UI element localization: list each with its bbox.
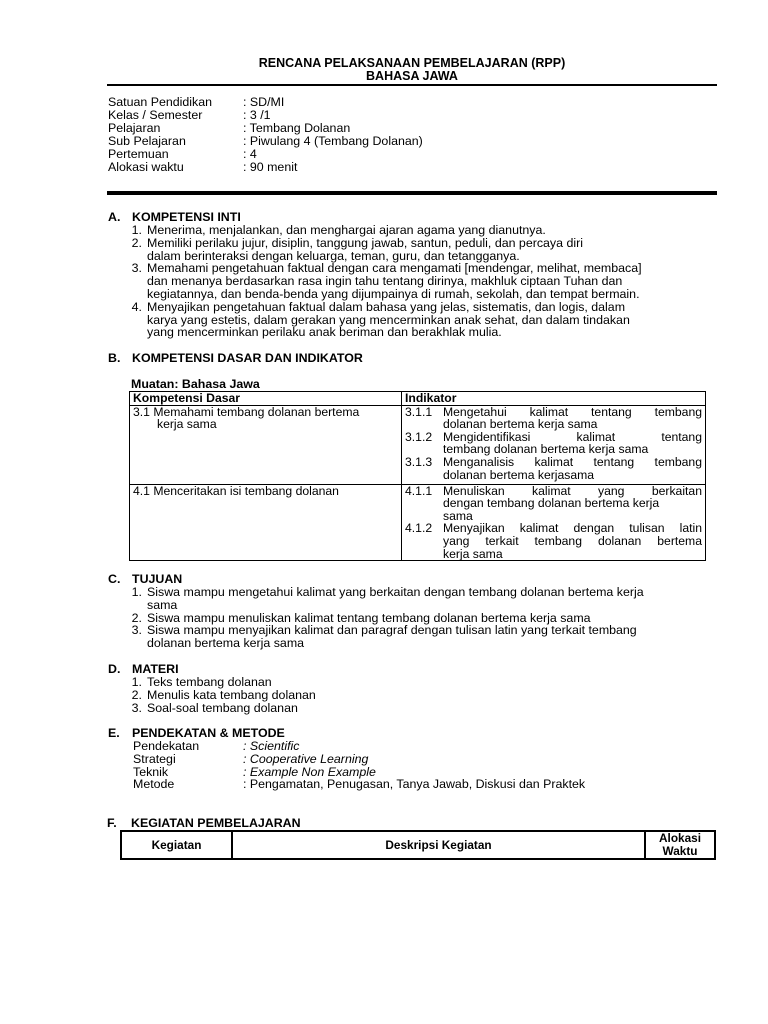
item-number: 3. <box>131 261 142 276</box>
method-label: Metode <box>133 777 175 792</box>
column-header: Kegiatan <box>121 831 232 859</box>
document-title: RENCANA PELAKSANAAN PEMBELAJARAN (RPP) <box>258 56 566 70</box>
item-number: 1. <box>131 675 142 689</box>
list-item <box>122 224 714 237</box>
section-heading <box>108 352 714 365</box>
info-label: Pelajaran <box>108 120 161 135</box>
method-row <box>133 740 585 753</box>
item-number: 2. <box>131 610 142 625</box>
section-title: KOMPETENSI INTI <box>132 210 241 224</box>
method-value: : Cooperative Learning <box>243 751 369 766</box>
item-line: dolanan bertema kerja sama <box>147 636 305 651</box>
info-value: : SD/MI <box>243 95 285 109</box>
indicator-line: sama <box>443 508 473 523</box>
identity-rule <box>107 191 717 195</box>
item-line: Siswa mampu menyajikan kalimat dan paragraf dengan tulisan latin yang terkait tembang <box>147 623 637 638</box>
indicator-code: 3.1.1 <box>405 404 433 419</box>
indicator-line: Mengidentifikasi kalimat tentang <box>443 429 702 444</box>
identity-block <box>108 96 423 173</box>
indicator-line: Menganalisis kalimat tentang tembang <box>443 454 702 469</box>
kd-cell <box>130 484 402 561</box>
table-row <box>130 405 706 484</box>
table-header-row <box>121 831 715 859</box>
numbered-list <box>122 224 714 339</box>
indicator-item <box>405 431 702 456</box>
item-line: Siswa mampu mengetahui kalimat yang berkaitan dengan tembang dolanan bertema kerja <box>147 585 644 599</box>
numbered-list <box>122 586 714 650</box>
info-value: : 90 menit <box>243 159 298 174</box>
indicator-line: kerja sama <box>443 546 503 561</box>
indicator-code: 4.1.2 <box>405 521 433 536</box>
indicator-line: Menuliskan kalimat yang berkaitan <box>443 483 702 498</box>
method-label: Teknik <box>133 764 169 779</box>
item-number: 3. <box>131 700 142 715</box>
item-line: kegiatannya, dan benda-benda yang dijumpainya di rumah, sekolah, dan tempat bermain. <box>147 286 640 301</box>
indicator-line: dengan tembang dolanan bertema kerja <box>443 496 660 511</box>
kegiatan-table <box>120 830 716 860</box>
section-letter: C. <box>108 572 121 586</box>
section-title: PENDEKATAN & METODE <box>132 726 285 740</box>
section-title: KOMPETENSI DASAR DAN INDIKATOR <box>132 351 363 365</box>
info-row <box>108 161 423 174</box>
list-item <box>122 624 714 650</box>
item-line: dan menanya berdasarkan rasa ingin tahu tentang dirinya, makhluk ciptaan Tuhan dan <box>147 274 623 289</box>
method-label: Strategi <box>133 751 176 766</box>
info-value: : 4 <box>243 146 257 161</box>
section-materi <box>108 663 714 714</box>
list-item <box>122 689 714 702</box>
info-row <box>108 96 423 109</box>
item-line: Siswa mampu menuliskan kalimat tentang tembang dolanan bertema kerja sama <box>147 610 591 625</box>
indicator-cell <box>402 405 706 484</box>
method-list <box>133 740 585 791</box>
item-line: Menulis kata tembang dolanan <box>147 687 316 702</box>
method-value: : Scientific <box>243 739 300 753</box>
section-tujuan <box>108 573 714 650</box>
list-item <box>122 676 714 689</box>
method-row <box>133 778 585 791</box>
section-letter: A. <box>108 210 121 224</box>
indicator-item <box>405 485 702 523</box>
item-line: Soal-soal tembang dolanan <box>147 700 298 715</box>
info-label: Kelas / Semester <box>108 107 203 122</box>
section-letter: B. <box>108 351 121 365</box>
item-line: Menerima, menjalankan, dan menghargai ajaran agama yang dianutnya. <box>147 223 546 237</box>
column-header: Kompetensi Dasar <box>130 392 402 406</box>
column-header: Deskripsi Kegiatan <box>232 831 645 859</box>
item-line: dalam berinteraksi dengan keluarga, teman, guru, dan tetangganya. <box>147 248 520 263</box>
method-value: : Example Non Example <box>243 764 376 779</box>
item-line: Menyajikan pengetahuan faktual dalam bahasa yang jelas, sistematis, dan logis, dalam <box>147 299 626 314</box>
list-item <box>122 586 714 612</box>
item-line: karya yang estetis, dalam gerakan yang mencerminkan anak sehat, dan dalam tindakan <box>147 312 630 327</box>
section-letter: F. <box>107 816 117 830</box>
kd-cell <box>130 405 402 484</box>
table-header-row <box>130 392 706 406</box>
info-row <box>108 122 423 135</box>
info-label: Sub Pelajaran <box>108 133 186 148</box>
cell-line: kerja sama <box>157 417 217 432</box>
document-subtitle: BAHASA JAWA <box>366 69 458 83</box>
item-line: Memahami pengetahuan faktual dengan cara mengamati [mendengar, melihat, membaca] <box>147 261 642 276</box>
list-item <box>122 237 714 263</box>
item-line: yang mencerminkan perilaku anak beriman dan berakhlak mulia. <box>147 325 502 340</box>
section-title: MATERI <box>132 662 179 676</box>
header-rule <box>107 84 717 86</box>
section-title: TUJUAN <box>132 572 183 586</box>
section-kompetensi-dasar <box>108 352 714 365</box>
item-line: Memiliki perilaku jujur, disiplin, tanggung jawab, santun, peduli, dan percaya diri <box>147 235 583 250</box>
info-label: Satuan Pendidikan <box>108 95 213 109</box>
info-label: Alokasi waktu <box>108 159 184 174</box>
item-line: Teks tembang dolanan <box>147 675 272 689</box>
item-number: 4. <box>131 299 142 314</box>
info-row <box>108 109 423 122</box>
kd-indicator-table <box>129 391 706 561</box>
item-number: 2. <box>131 687 142 702</box>
numbered-list <box>122 676 714 714</box>
indicator-line: dolanan bertema kerja sama <box>443 417 598 432</box>
section-letter: D. <box>108 662 121 676</box>
section-title: KEGIATAN PEMBELAJARAN <box>131 816 301 830</box>
indicator-code: 3.1.3 <box>405 454 433 469</box>
info-value: : Tembang Dolanan <box>243 120 351 135</box>
info-row <box>108 135 423 148</box>
section-heading <box>107 817 713 830</box>
muatan-label: Muatan: Bahasa Jawa <box>131 377 260 391</box>
info-value: : 3 /1 <box>243 107 271 122</box>
indicator-code: 3.1.2 <box>405 429 433 444</box>
list-item <box>122 262 714 300</box>
indicator-line: yang terkait tembang dolanan bertema <box>443 533 702 548</box>
indicator-line: Mengetahui kalimat tentang tembang <box>443 404 702 419</box>
method-label: Pendekatan <box>133 739 200 753</box>
indicator-line: Menyajikan kalimat dengan tulisan latin <box>443 521 702 536</box>
section-kompetensi-inti <box>108 211 714 339</box>
indicator-line: dolanan bertema kerjasama <box>443 467 595 482</box>
indicator-item <box>405 406 702 431</box>
section-kegiatan <box>107 817 713 830</box>
list-item <box>122 702 714 715</box>
header-line: Waktu <box>662 844 698 858</box>
table-row <box>130 484 706 561</box>
indicator-line: tembang dolanan bertema kerja sama <box>443 442 649 457</box>
item-number: 3. <box>131 623 142 638</box>
item-line: sama <box>147 597 178 612</box>
indicator-item <box>405 522 702 560</box>
cell-line: 3.1 Memahami tembang dolanan bertema <box>133 404 360 419</box>
list-item <box>122 301 714 339</box>
section-letter: E. <box>108 726 120 740</box>
indicator-item <box>405 456 702 481</box>
column-header: Indikator <box>402 392 706 406</box>
header-line: Alokasi <box>659 831 701 845</box>
column-header <box>645 831 715 859</box>
item-number: 2. <box>131 235 142 250</box>
method-row <box>133 753 585 766</box>
item-number: 1. <box>131 223 142 237</box>
info-value: : Piwulang 4 (Tembang Dolanan) <box>243 133 423 148</box>
indicator-cell <box>402 484 706 561</box>
info-row <box>108 148 423 161</box>
method-value: : Pengamatan, Penugasan, Tanya Jawab, Diskusi dan Praktek <box>243 777 586 792</box>
info-label: Pertemuan <box>108 146 169 161</box>
cell-line: 4.1 Menceritakan isi tembang dolanan <box>133 483 339 498</box>
item-number: 1. <box>131 585 142 599</box>
indicator-code: 4.1.1 <box>405 483 433 498</box>
